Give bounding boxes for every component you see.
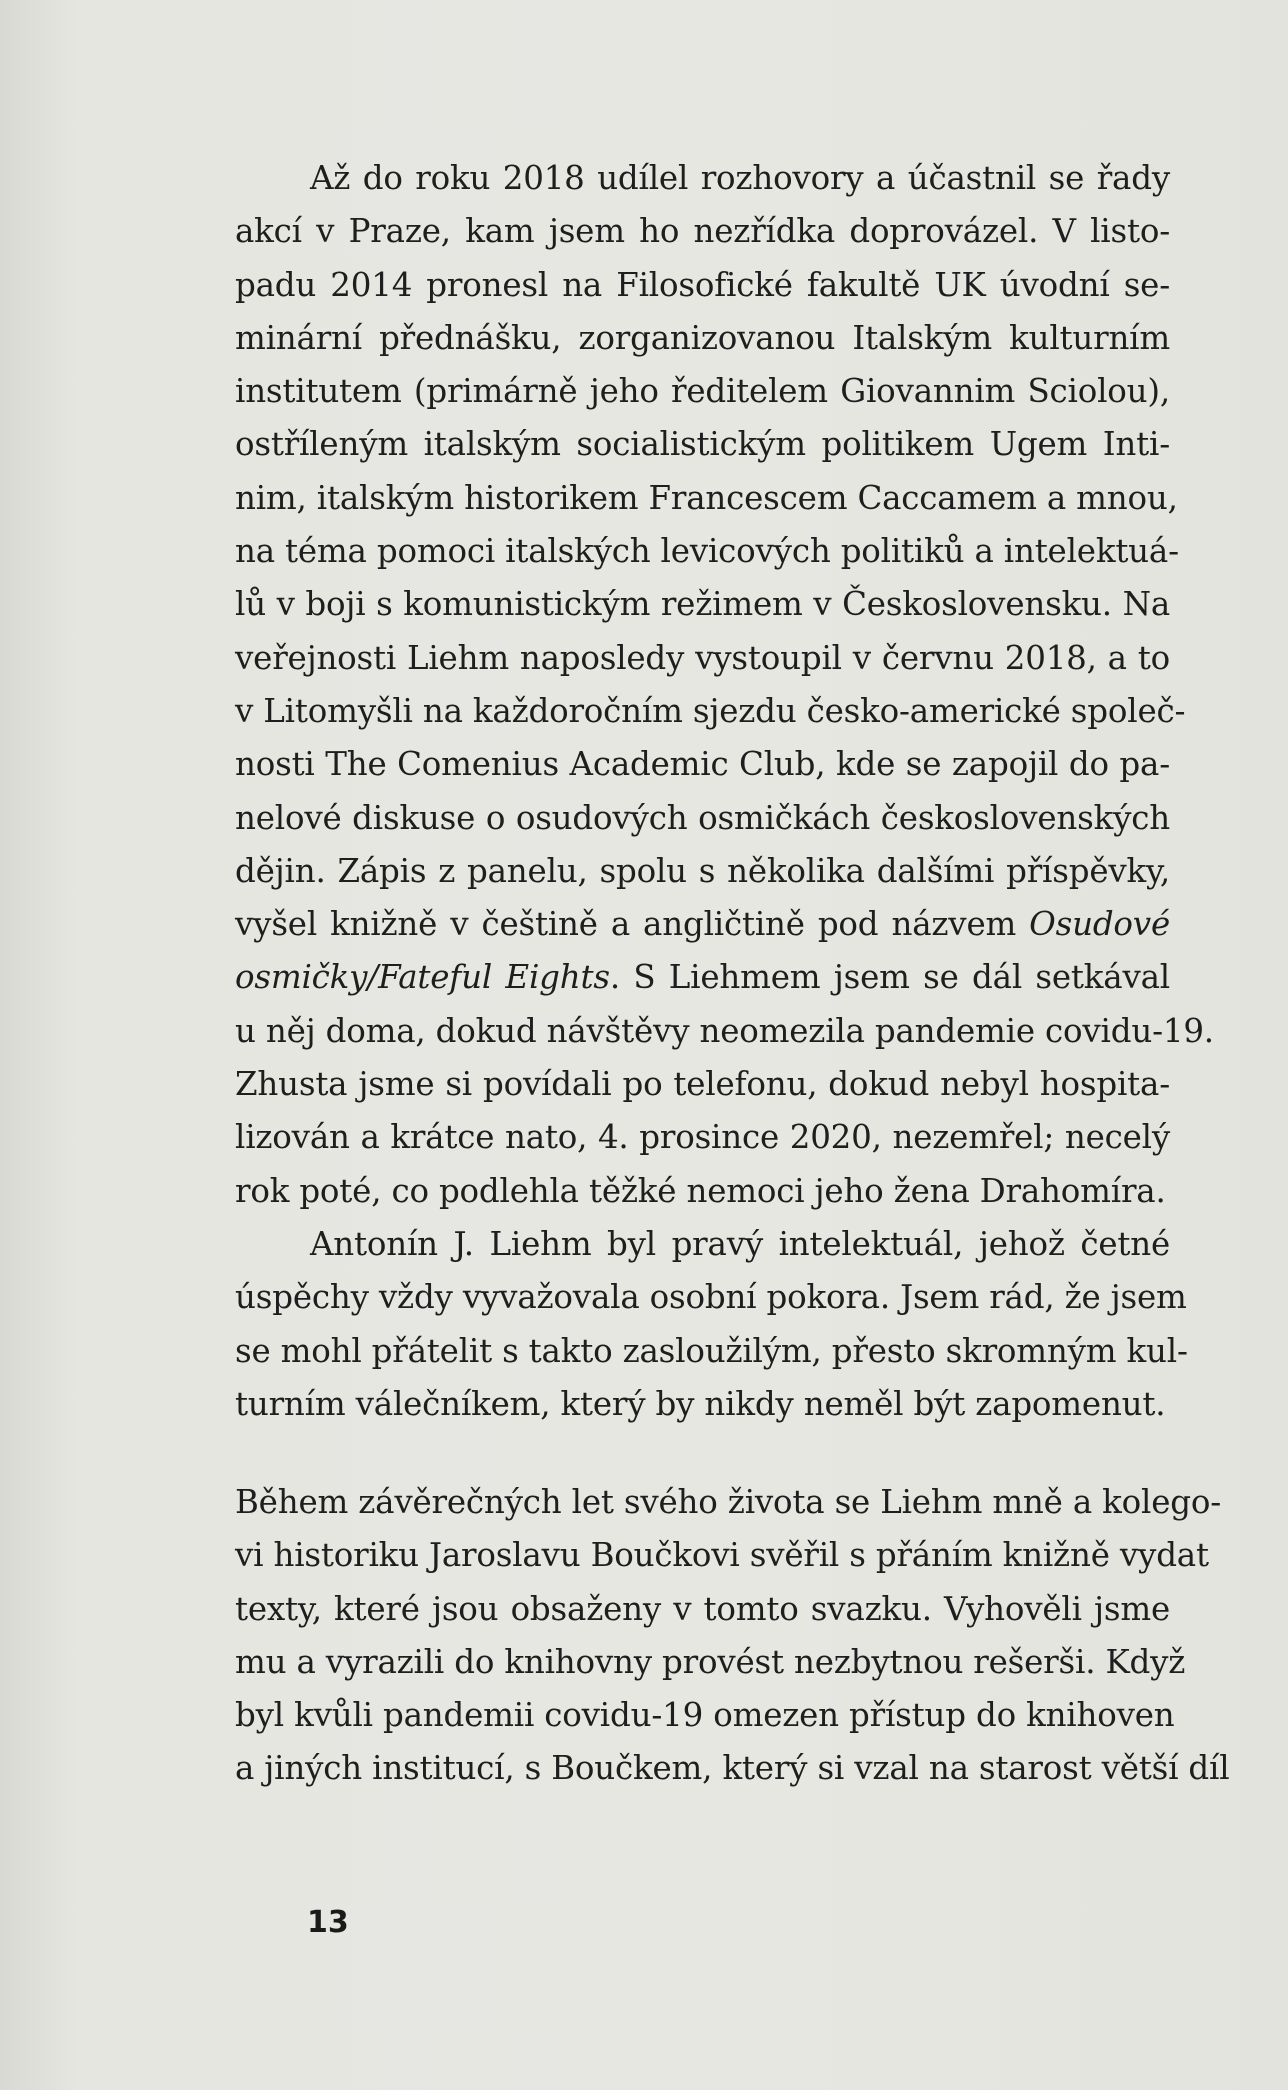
text-line: padu 2014 pronesl na Filosofické fakultě UK úvodní se- bbox=[235, 265, 1170, 304]
text-line: institutem (primárně jeho ředitelem Giovannim Sciolou), bbox=[235, 372, 1170, 411]
text-line: nim, italským historikem Francescem Caccamem a mnou, bbox=[235, 478, 1178, 517]
text-line: texty, které jsou obsaženy v tomto svazku. Vyhověli jsme bbox=[235, 1589, 1170, 1628]
book-title: Osudové bbox=[1029, 905, 1170, 944]
page-number: 13 bbox=[307, 1905, 349, 1940]
text-line: rok poté, co podlehla těžké nemoci jeho žena Drahomíra. bbox=[235, 1171, 1166, 1210]
text-line-with-title bbox=[235, 951, 1170, 1004]
main-text-block bbox=[235, 152, 1214, 1431]
text-line: Až do roku 2018 udílel rozhovory a účastnil se řady bbox=[310, 159, 1170, 197]
text-line: úspěchy vždy vyvažovala osobní pokora. Jsem rád, že jsem bbox=[235, 1278, 1187, 1317]
text-line: v Litomyšli na každoročním sjezdu česko-americké společ- bbox=[235, 691, 1186, 730]
text-line-with-title bbox=[235, 898, 1170, 951]
text-line: byl kvůli pandemii covidu-19 omezen přístup do knihoven bbox=[235, 1696, 1175, 1735]
text-line: na téma pomoci italských levicových politiků a intelektuá- bbox=[235, 532, 1179, 571]
text-line: nelové diskuse o osudových osmičkách československých bbox=[235, 798, 1170, 837]
text-line: turním válečníkem, který by nikdy neměl být zapomenut. bbox=[235, 1384, 1166, 1423]
text-line: mu a vyrazili do knihovny provést nezbytnou rešerši. Když bbox=[235, 1642, 1186, 1681]
text-line: Zhusta jsme si povídali po telefonu, dokud nebyl hospita- bbox=[235, 1065, 1170, 1104]
text-line: se mohl přátelit s takto zasloužilým, přesto skromným kul- bbox=[235, 1331, 1188, 1370]
text-segment: . S Liehmem jsem se dál setkával bbox=[609, 958, 1170, 997]
text-line: veřejnosti Liehm naposledy vystoupil v červnu 2018, a to bbox=[235, 638, 1170, 677]
text-line: a jiných institucí, s Boučkem, který si vzal na starost větší díl bbox=[235, 1749, 1230, 1788]
text-line: akcí v Praze, kam jsem ho nezřídka doprovázel. V listo- bbox=[235, 212, 1170, 251]
section-text-block bbox=[235, 1476, 1230, 1796]
text-line: minární přednášku, zorganizovanou Italským kulturním bbox=[235, 318, 1170, 357]
text-segment: vyšel knižně v češtině a angličtině pod názvem bbox=[235, 905, 1017, 944]
book-title: osmičky/Fateful Eights bbox=[235, 958, 610, 997]
text-line: Antonín J. Liehm byl pravý intelektuál, jehož četné bbox=[310, 1224, 1170, 1263]
text-line: dějin. Zápis z panelu, spolu s několika dalšími příspěvky, bbox=[235, 851, 1170, 890]
text-line: lů v boji s komunistickým režimem v Československu. Na bbox=[235, 585, 1170, 624]
text-line: vi historiku Jaroslavu Boučkovi svěřil s přáním knižně vydat bbox=[235, 1536, 1209, 1575]
text-line: u něj doma, dokud návštěvy neomezila pandemie covidu-19. bbox=[235, 1011, 1214, 1050]
text-line: Během závěrečných let svého života se Liehm mně a kolego- bbox=[235, 1483, 1221, 1521]
text-line: lizován a krátce nato, 4. prosince 2020, nezemřel; necelý bbox=[235, 1118, 1170, 1157]
text-line: nosti The Comenius Academic Club, kde se zapojil do pa- bbox=[235, 745, 1170, 784]
text-line: ostříleným italským socialistickým politikem Ugem Inti- bbox=[235, 425, 1170, 464]
